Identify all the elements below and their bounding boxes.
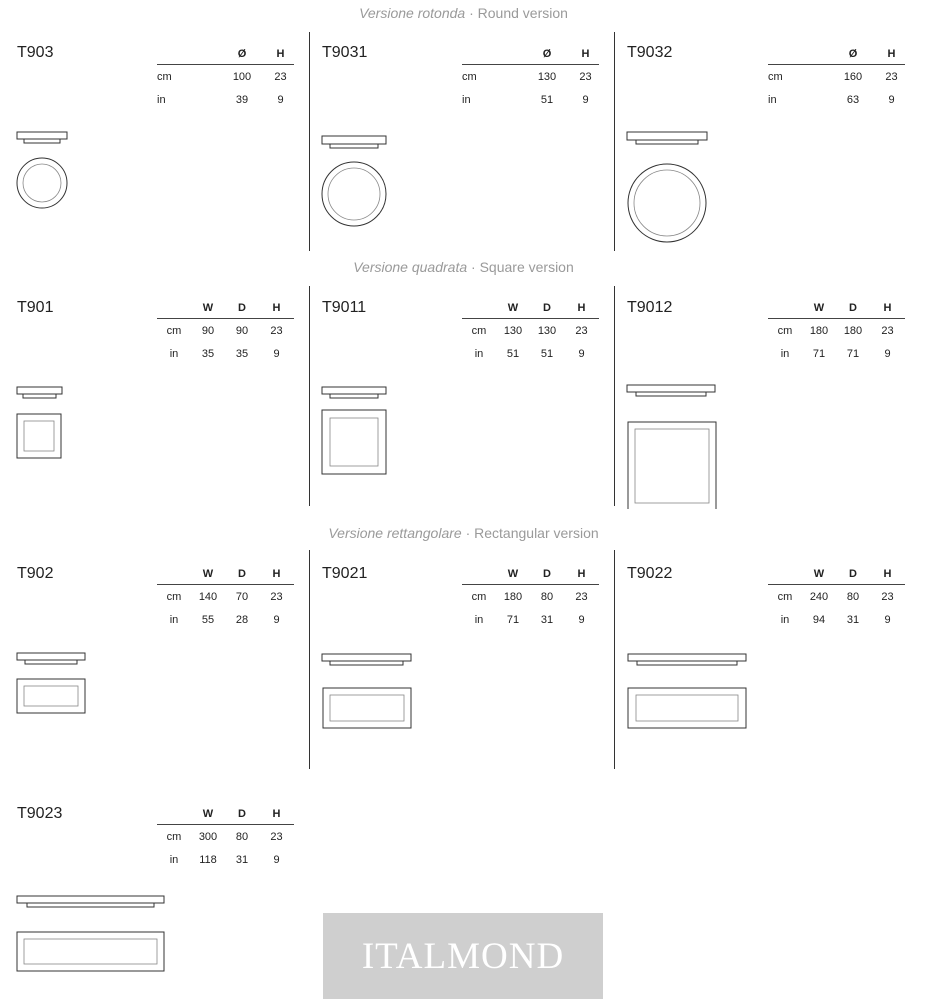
product-code: T9032 [627,44,673,61]
product-code: T901 [17,299,54,316]
product-code: T902 [17,565,54,582]
column-divider [614,32,615,251]
product-code: T9011 [322,299,367,316]
dimensions-table: W D H cm 180 180 23 in 71 71 9 [768,298,905,365]
product-code: T9012 [627,299,673,316]
dimensions-table: Ø H cm 160 23 in 63 9 [768,44,905,111]
dimensions-table: W D H cm 140 70 23 in 55 28 9 [157,564,294,631]
rectangular-table-drawing [14,651,90,717]
square-table-drawing [14,385,68,463]
dimensions-table: W D H cm 240 80 23 in 94 31 9 [768,564,905,631]
column-divider [309,286,310,506]
section-title-rectangular: Versione rettangolare · Rectangular version [328,525,599,541]
product-code: T9031 [322,44,368,61]
section-title-square: Versione quadrata · Square version [353,259,574,275]
product-code: T9022 [627,565,673,582]
rectangular-table-drawing [624,652,752,732]
dimensions-table: Ø H cm 130 23 in 51 9 [462,44,599,111]
product-code: T903 [17,44,54,61]
column-divider [309,550,310,769]
rectangular-table-drawing [319,652,417,732]
round-table-drawing [319,134,393,229]
column-divider [614,286,615,506]
section-title-round: Versione rotonda · Round version [359,5,568,21]
product-code: T9023 [17,805,63,822]
column-divider [309,32,310,251]
round-table-drawing [624,130,714,245]
dimensions-table: W D H cm 130 130 23 in 51 51 9 [462,298,599,365]
square-table-drawing [624,383,720,511]
dimensions-table: Ø H cm 100 23 in 39 9 [157,44,294,111]
dimensions-table: W D H cm 300 80 23 in 118 31 9 [157,804,294,871]
column-divider [614,550,615,769]
italmond-watermark: ITALMOND [323,913,603,999]
product-code: T9021 [322,565,368,582]
rectangular-table-drawing [14,894,170,974]
square-table-drawing [319,385,391,478]
round-table-drawing [14,130,74,212]
dimensions-table: W D H cm 90 90 23 in 35 35 9 [157,298,294,365]
dimensions-table: W D H cm 180 80 23 in 71 31 9 [462,564,599,631]
